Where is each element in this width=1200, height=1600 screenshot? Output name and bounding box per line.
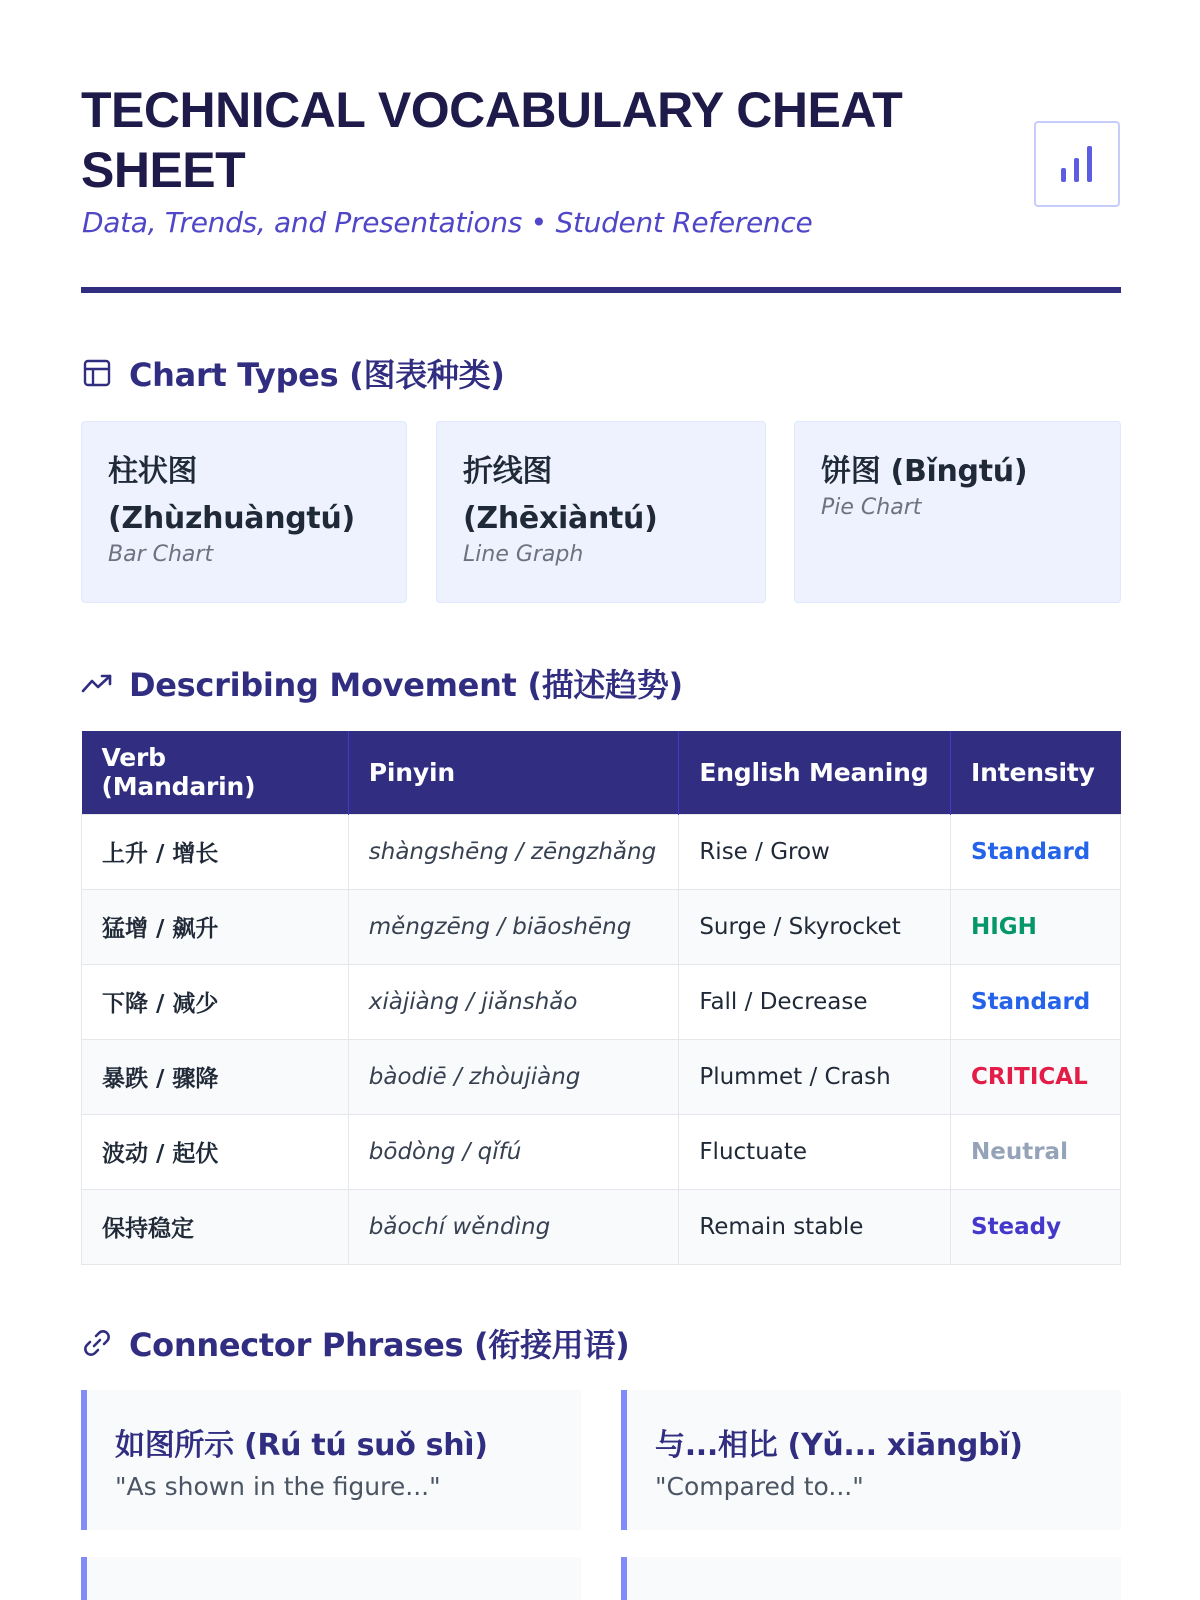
chart-type-card (794, 421, 1121, 603)
intensity-cell: Standard (951, 964, 1121, 1039)
verb-cell: 上升 / 增长 (82, 814, 349, 889)
intensity-cell: Neutral (951, 1114, 1121, 1189)
column-header: Intensity (951, 731, 1121, 814)
connector-zh: 与...相比 (Yǔ... xiāngbǐ) (655, 1428, 1023, 1463)
verb-cell: 暴跌 / 骤降 (82, 1039, 349, 1114)
header-divider (81, 287, 1121, 293)
chart-type-en: Bar Chart (108, 542, 214, 567)
table-row (82, 1114, 1121, 1189)
intensity-cell: Standard (951, 814, 1121, 889)
meaning-cell: Surge / Skyrocket (679, 889, 951, 964)
page-title: TECHNICAL VOCABULARY CHEAT SHEET (81, 82, 903, 198)
chart-type-card (81, 421, 407, 603)
cheat-sheet-page (81, 0, 1121, 1501)
table-row (82, 1189, 1121, 1264)
bar-chart-icon (1034, 121, 1120, 207)
pinyin-cell: bàodiē / zhòujiàng (348, 1039, 679, 1114)
chart-type-zh: 饼图 (Bǐngtú) (821, 454, 1028, 489)
section-connectors (81, 1320, 630, 1366)
chart-type-card (436, 421, 766, 603)
page-header (81, 0, 1121, 294)
meaning-cell: Remain stable (679, 1189, 951, 1264)
column-header: Verb (Mandarin) (82, 731, 349, 814)
pinyin-cell: bōdòng / qǐfú (348, 1114, 679, 1189)
connector-zh: 如图所示 (Rú tú suǒ shì) (115, 1428, 488, 1463)
table-row (82, 1039, 1121, 1114)
trend-up-icon (81, 667, 113, 699)
pinyin-cell: shàngshēng / zēngzhǎng (348, 814, 679, 889)
column-header: Pinyin (348, 731, 679, 814)
intensity-cell: HIGH (951, 889, 1121, 964)
table-row (82, 964, 1121, 1039)
table-row (82, 889, 1121, 964)
vocabulary-table (81, 731, 1121, 1265)
page-subtitle: Data, Trends, and Presentations • Student Reference (82, 206, 813, 239)
table-row (82, 814, 1121, 889)
section-title: Connector Phrases (衔接用语) (129, 1326, 630, 1364)
pinyin-cell: měngzēng / biāoshēng (348, 889, 679, 964)
link-icon (81, 1327, 113, 1359)
section-chart-types (81, 350, 505, 396)
meaning-cell: Fluctuate (679, 1114, 951, 1189)
verb-cell: 保持稳定 (82, 1189, 349, 1264)
intensity-cell: Steady (951, 1189, 1121, 1264)
meaning-cell: Rise / Grow (679, 814, 951, 889)
connector-en: "Compared to..." (655, 1472, 864, 1501)
table-header-row (82, 731, 1121, 814)
section-title: Chart Types (图表种类) (129, 356, 505, 394)
column-header: English Meaning (679, 731, 951, 814)
connector-en: "As shown in the figure..." (115, 1472, 441, 1501)
chart-type-en: Pie Chart (821, 495, 922, 520)
verb-cell: 波动 / 起伏 (82, 1114, 349, 1189)
chart-type-zh: 柱状图 (Zhùzhuàngtú) (108, 454, 355, 536)
pinyin-cell: bǎochí wěndìng (348, 1189, 679, 1264)
intensity-cell: CRITICAL (951, 1039, 1121, 1114)
meaning-cell: Fall / Decrease (679, 964, 951, 1039)
section-movement (81, 660, 683, 706)
section-title: Describing Movement (描述趋势) (129, 666, 683, 704)
pinyin-cell: xiàjiàng / jiǎnshǎo (348, 964, 679, 1039)
connector-card (621, 1390, 1121, 1530)
chart-type-en: Line Graph (463, 542, 584, 567)
connector-card (81, 1557, 581, 1600)
verb-cell: 猛增 / 飙升 (82, 889, 349, 964)
chart-type-zh: 折线图 (Zhēxiàntú) (463, 454, 658, 536)
verb-cell: 下降 / 减少 (82, 964, 349, 1039)
connector-card (81, 1390, 581, 1530)
meaning-cell: Plummet / Crash (679, 1039, 951, 1114)
connector-card (621, 1557, 1121, 1600)
layout-icon (81, 357, 113, 389)
